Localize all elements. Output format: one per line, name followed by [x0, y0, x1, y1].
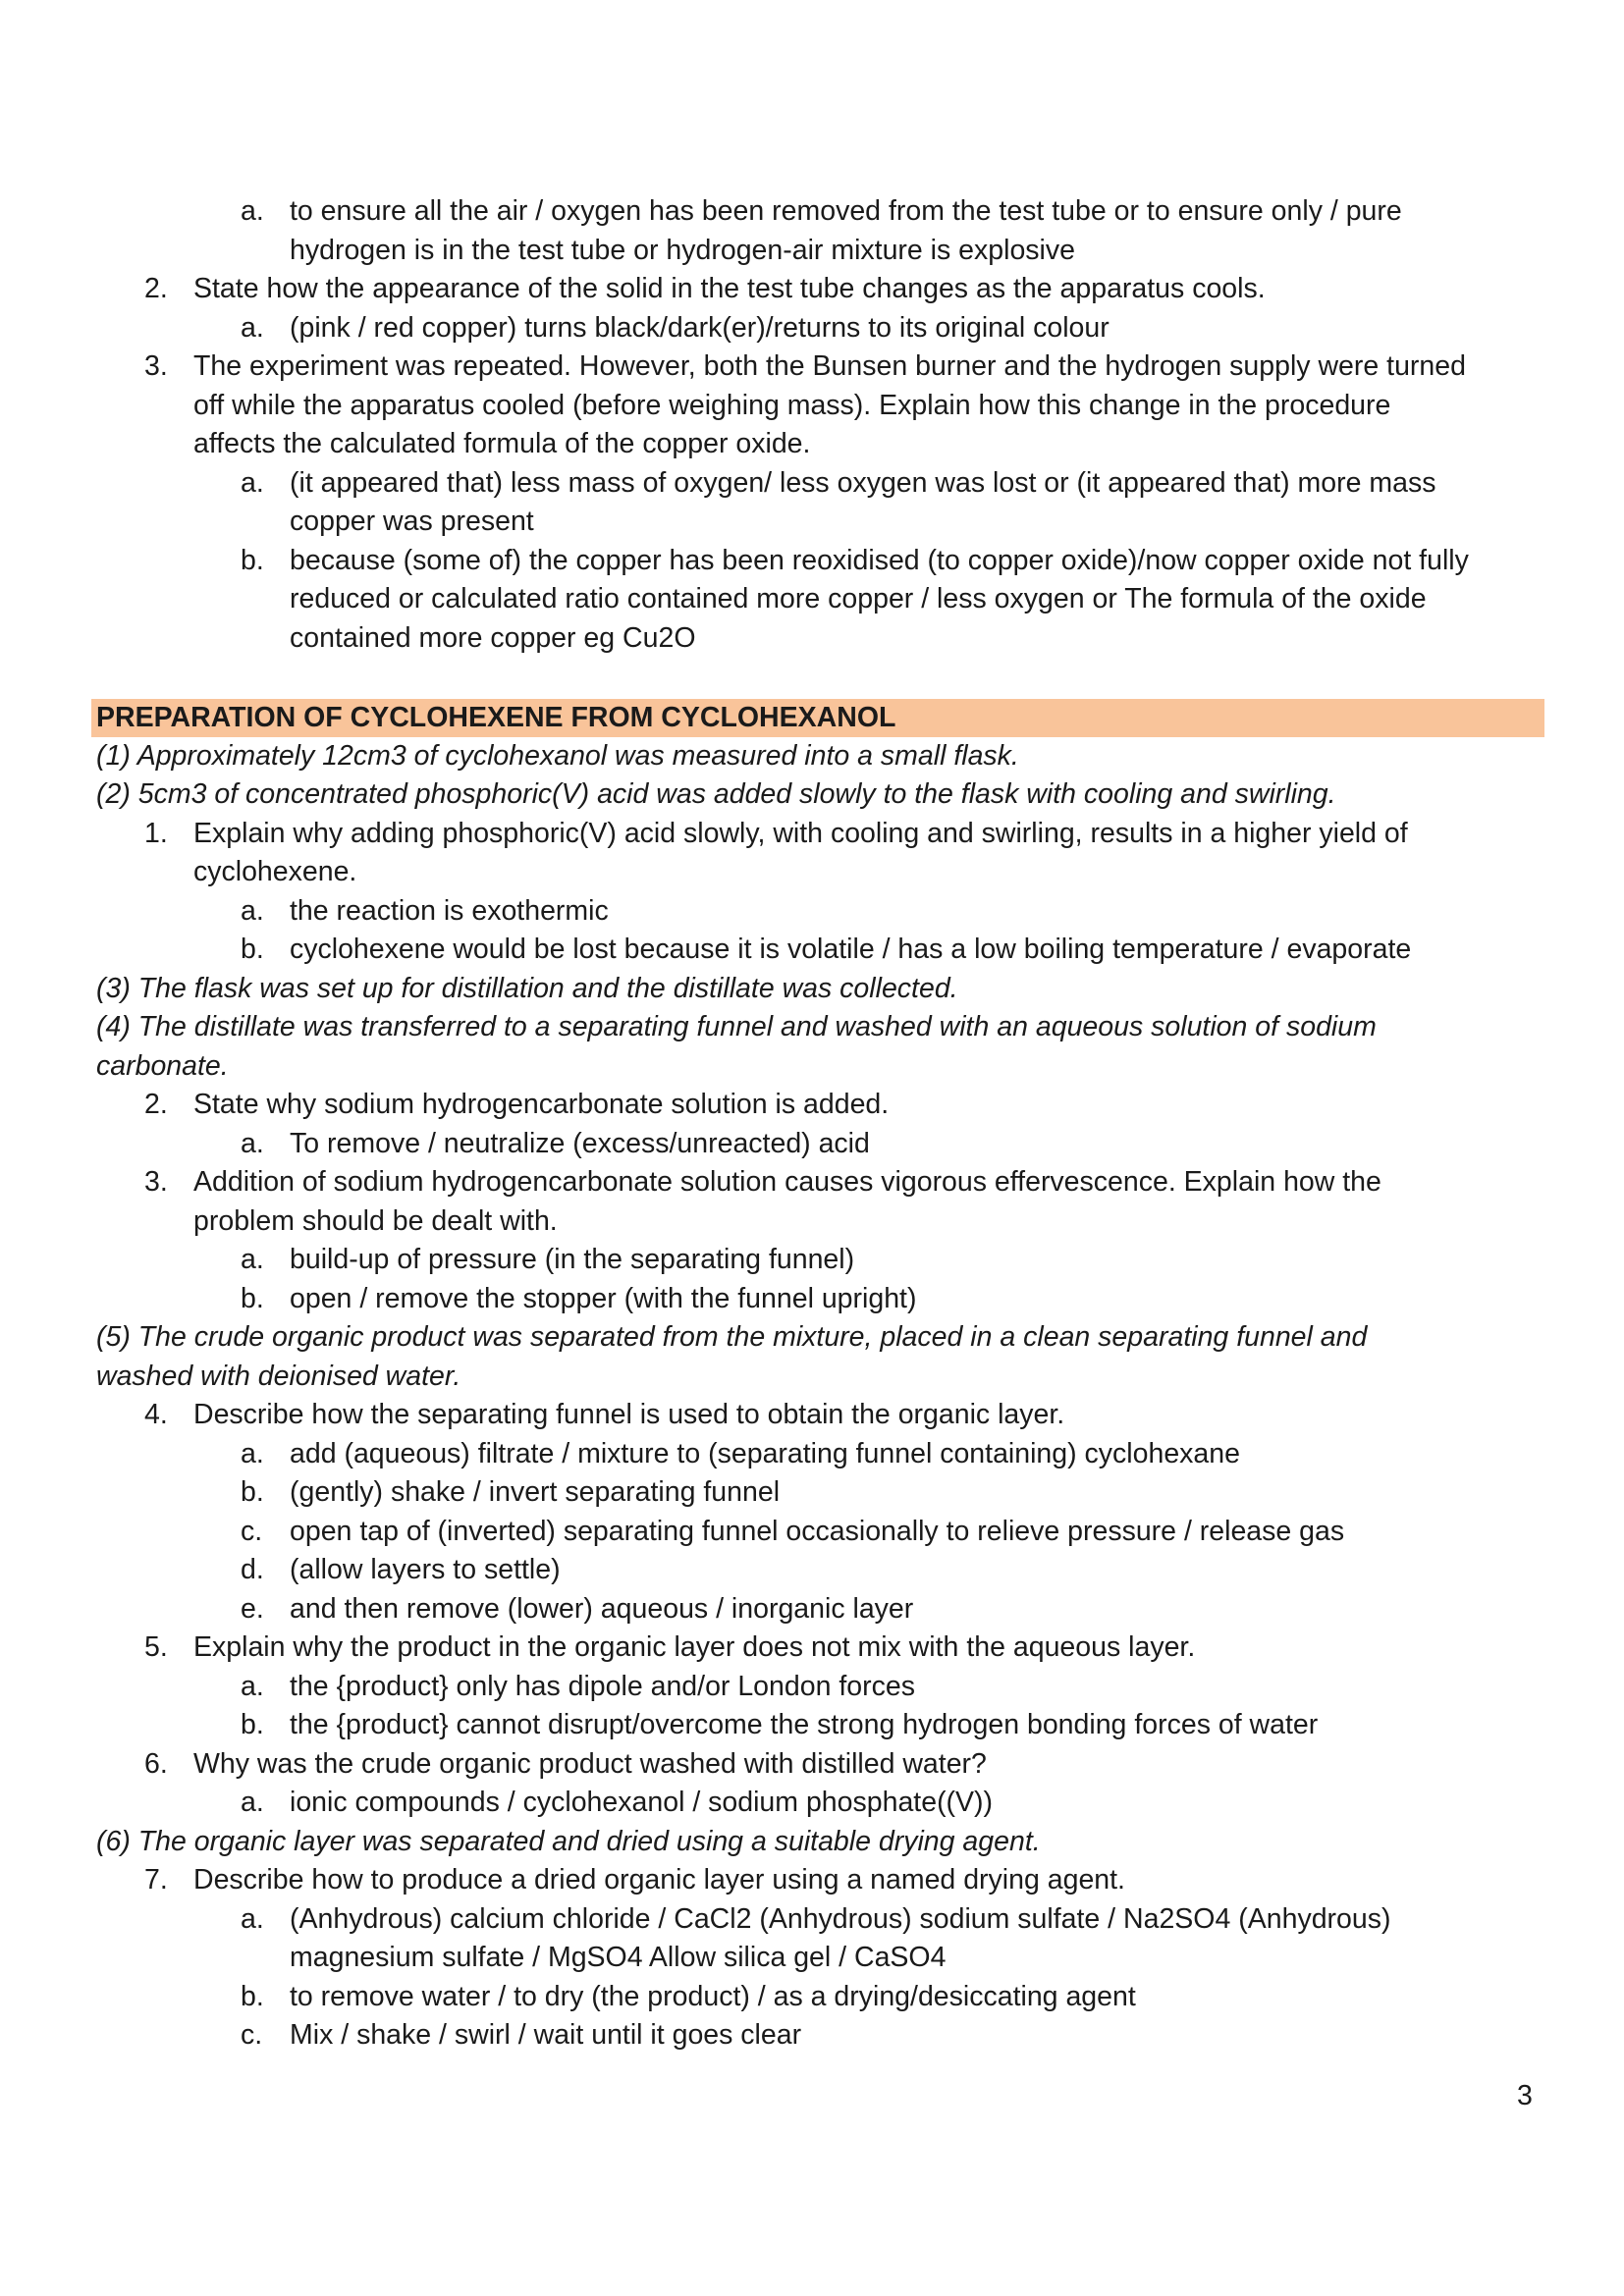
procedure-step: (4) The distillate was transferred to a separating funnel and washed with an aqueous solution of sodium — [96, 1011, 1377, 1042]
list-marker: a. — [241, 467, 264, 499]
answer-text: (gently) shake / invert separating funnel — [290, 1476, 781, 1508]
list-marker: b. — [241, 934, 264, 965]
answer-text: to remove water / to dry (the product) / as a drying/desiccating agent — [290, 1981, 1136, 2012]
answer-text: To remove / neutralize (excess/unreacted) acid — [290, 1128, 870, 1159]
list-marker: a. — [241, 1671, 264, 1702]
list-marker: a. — [241, 1438, 264, 1469]
question-text: Addition of sodium hydrogencarbonate solution causes vigorous effervescence. Explain how the — [193, 1166, 1381, 1198]
list-marker: a. — [241, 895, 264, 927]
answer-text: open tap of (inverted) separating funnel occasionally to relieve pressure / release gas — [290, 1516, 1345, 1547]
question-number: 6. — [144, 1748, 168, 1780]
list-marker: b. — [241, 1981, 264, 2012]
procedure-step: (5) The crude organic product was separated from the mixture, placed in a clean separating funnel and — [96, 1321, 1368, 1353]
question-text: The experiment was repeated. However, both the Bunsen burner and the hydrogen supply were turned — [193, 350, 1466, 382]
procedure-step: washed with deionised water. — [96, 1361, 461, 1392]
question-text: Describe how the separating funnel is used to obtain the organic layer. — [193, 1399, 1065, 1430]
question-text: Explain why the product in the organic layer does not mix with the aqueous layer. — [193, 1631, 1196, 1663]
answer-text: (Anhydrous) calcium chloride / CaCl2 (Anhydrous) sodium sulfate / Na2SO4 (Anhydrous) — [290, 1903, 1391, 1935]
answer-text: cyclohexene would be lost because it is volatile / has a low boiling temperature / evaporate — [290, 934, 1412, 965]
answer-text: magnesium sulfate / MgSO4 Allow silica gel / CaSO4 — [290, 1942, 947, 1973]
question-number: 2. — [144, 273, 168, 304]
answer-text: the reaction is exothermic — [290, 895, 609, 927]
answer-text: and then remove (lower) aqueous / inorganic layer — [290, 1593, 914, 1625]
list-marker: a. — [241, 1787, 264, 1818]
question-text: cyclohexene. — [193, 856, 357, 887]
list-marker: a. — [241, 1244, 264, 1275]
answer-text: (allow layers to settle) — [290, 1554, 561, 1585]
question-number: 4. — [144, 1399, 168, 1430]
question-text: problem should be dealt with. — [193, 1205, 558, 1237]
answer-text: the {product} cannot disrupt/overcome the strong hydrogen bonding forces of water — [290, 1709, 1319, 1740]
question-number: 1. — [144, 818, 168, 849]
list-marker: c. — [241, 1516, 263, 1547]
list-marker: b. — [241, 1283, 264, 1314]
question-number: 5. — [144, 1631, 168, 1663]
answer-text: ionic compounds / cyclohexanol / sodium phosphate((V)) — [290, 1787, 994, 1818]
list-marker: a. — [241, 312, 264, 344]
list-marker: c. — [241, 2019, 263, 2051]
list-marker: a. — [241, 1903, 264, 1935]
procedure-step: (3) The flask was set up for distillation and the distillate was collected. — [96, 973, 958, 1004]
question-number: 3. — [144, 1166, 168, 1198]
list-marker: d. — [241, 1554, 264, 1585]
procedure-step: (6) The organic layer was separated and dried using a suitable drying agent. — [96, 1826, 1041, 1857]
answer-text: copper was present — [290, 506, 534, 537]
question-text: State why sodium hydrogencarbonate solution is added. — [193, 1089, 890, 1120]
page-number: 3 — [1517, 2080, 1533, 2111]
answer-text: to ensure all the air / oxygen has been removed from the test tube or to ensure only / pure — [290, 195, 1402, 227]
section-heading: PREPARATION OF CYCLOHEXENE FROM CYCLOHEXANOL — [96, 702, 896, 733]
question-number: 3. — [144, 350, 168, 382]
question-text: off while the apparatus cooled (before weighing mass). Explain how this change in the procedure — [193, 390, 1391, 421]
answer-text: build-up of pressure (in the separating funnel) — [290, 1244, 855, 1275]
list-marker: b. — [241, 1709, 264, 1740]
answer-text: the {product} only has dipole and/or London forces — [290, 1671, 915, 1702]
question-text: Explain why adding phosphoric(V) acid slowly, with cooling and swirling, results in a higher yield of — [193, 818, 1408, 849]
question-number: 7. — [144, 1864, 168, 1896]
question-text: Why was the crude organic product washed with distilled water? — [193, 1748, 987, 1780]
procedure-step: carbonate. — [96, 1050, 229, 1082]
answer-text: (it appeared that) less mass of oxygen/ less oxygen was lost or (it appeared that) more mass — [290, 467, 1436, 499]
question-text: Describe how to produce a dried organic layer using a named drying agent. — [193, 1864, 1125, 1896]
answer-text: open / remove the stopper (with the funnel upright) — [290, 1283, 917, 1314]
answer-text: add (aqueous) filtrate / mixture to (separating funnel containing) cyclohexane — [290, 1438, 1240, 1469]
list-marker: a. — [241, 195, 264, 227]
answer-text: hydrogen is in the test tube or hydrogen-air mixture is explosive — [290, 235, 1075, 266]
procedure-step: (1) Approximately 12cm3 of cyclohexanol was measured into a small flask. — [96, 740, 1019, 772]
list-marker: e. — [241, 1593, 264, 1625]
answer-text: Mix / shake / swirl / wait until it goes clear — [290, 2019, 802, 2051]
answer-text: (pink / red copper) turns black/dark(er)/returns to its original colour — [290, 312, 1110, 344]
question-number: 2. — [144, 1089, 168, 1120]
list-marker: b. — [241, 1476, 264, 1508]
answer-text: because (some of) the copper has been reoxidised (to copper oxide)/now copper oxide not fully — [290, 545, 1469, 576]
answer-text: contained more copper eg Cu2O — [290, 622, 696, 654]
question-text: State how the appearance of the solid in the test tube changes as the apparatus cools. — [193, 273, 1266, 304]
answer-text: reduced or calculated ratio contained more copper / less oxygen or The formula of the oxide — [290, 583, 1427, 614]
question-text: affects the calculated formula of the copper oxide. — [193, 428, 811, 459]
list-marker: a. — [241, 1128, 264, 1159]
list-marker: b. — [241, 545, 264, 576]
procedure-step: (2) 5cm3 of concentrated phosphoric(V) acid was added slowly to the flask with cooling and swirling. — [96, 778, 1336, 810]
